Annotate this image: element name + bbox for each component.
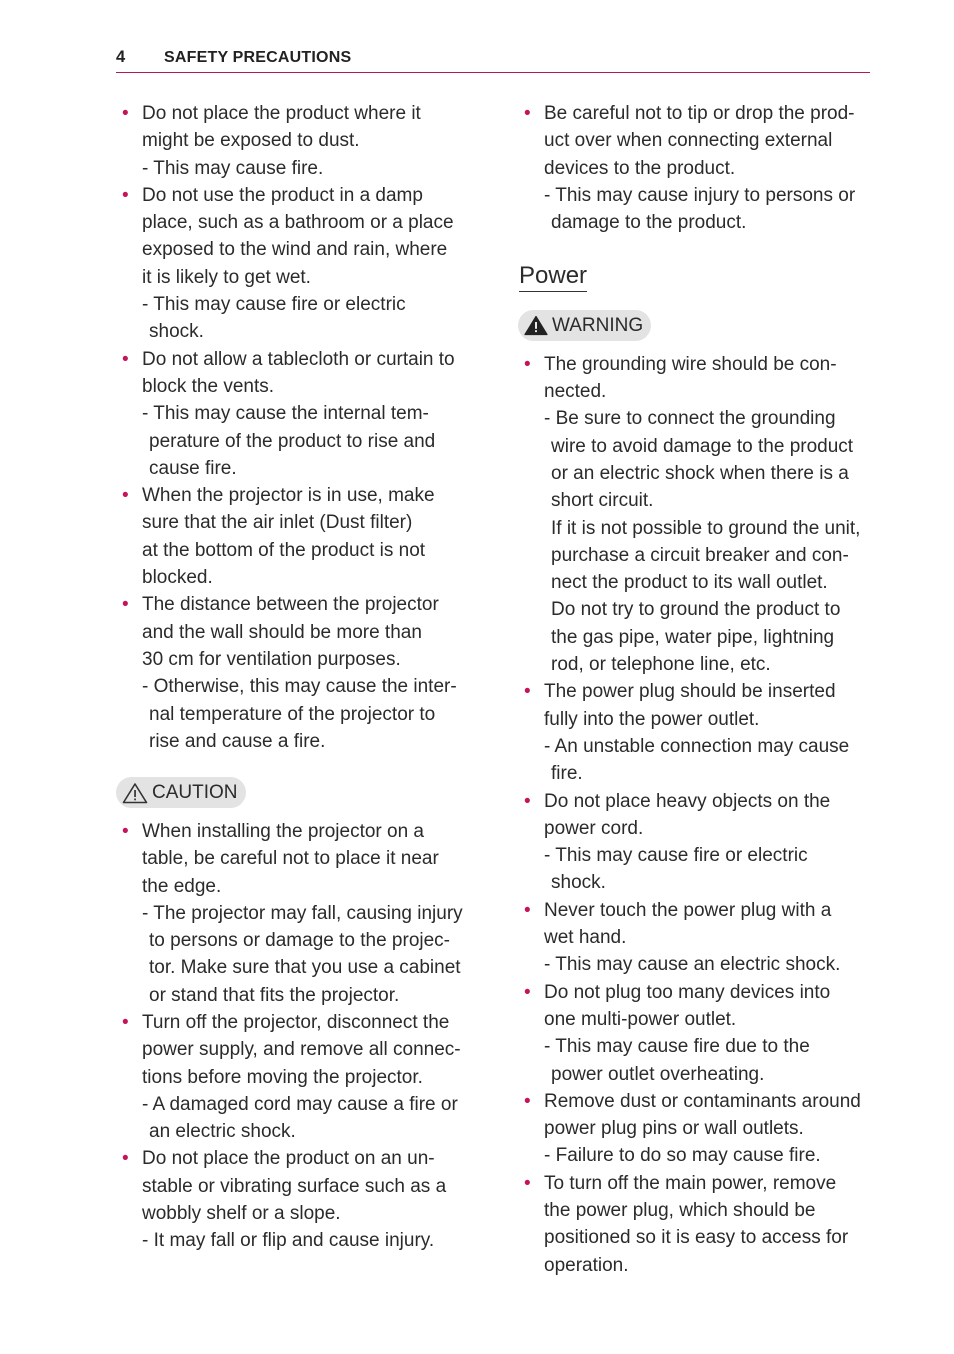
item-text-line: blocked. [142, 567, 213, 589]
note-text-line: - Be sure to connect the grounding [544, 408, 836, 430]
power-heading: Power [519, 261, 587, 292]
item-text-line: • Do not place the product where it [142, 103, 421, 124]
item-text-line: sure that the air inlet (Dust filter) [142, 512, 413, 534]
item-text-line: tions before moving the projector. [142, 1066, 423, 1088]
bullet-item [518, 100, 870, 236]
item-text-line: • The power plug should be inserted [544, 681, 836, 703]
warning-icon [524, 315, 548, 336]
item-text-line: and the wall should be more than [142, 621, 422, 643]
item-text-line: operation. [544, 1254, 629, 1276]
item-note [142, 400, 468, 482]
bullet-item [518, 1088, 870, 1170]
item-text-line: at the bottom of the product is not [142, 539, 426, 561]
note-text-line: If it is not possible to ground the unit, [551, 517, 861, 539]
note-text-line: shock. [149, 321, 204, 343]
item-text-line: stable or vibrating surface such as a [142, 1175, 447, 1197]
item-note [544, 1033, 870, 1088]
note-text-line: - This may cause the internal tem- [142, 403, 429, 425]
item-text-line: might be exposed to dust. [142, 130, 360, 152]
item-text-line: • Do not place the product on an un- [142, 1148, 435, 1170]
item-text-line: • Remove dust or contaminants around [544, 1090, 861, 1112]
bullet-item [518, 788, 870, 897]
note-text-line: - This may cause injury to persons or [544, 184, 856, 206]
item-text-line: positioned so it is easy to access for [544, 1227, 849, 1249]
note-text-line: to persons or damage to the projec- [149, 930, 451, 952]
note-text-line: - The projector may fall, causing injury [142, 902, 463, 924]
item-text-line: • Do not use the product in a damp [142, 184, 423, 206]
note-text-line: short circuit. [551, 490, 654, 512]
item-text-line: the edge. [142, 875, 222, 897]
item-note [142, 291, 468, 346]
item-text-line: • Turn off the projector, disconnect the [142, 1012, 450, 1033]
note-text-line: nect the product to its wall outlet. [551, 572, 828, 594]
note-text-line: or stand that fits the projector. [149, 984, 400, 1006]
note-text-line: - An unstable connection may cause [544, 735, 850, 757]
bullet-item [518, 1170, 870, 1279]
page-header [116, 46, 870, 73]
note-text-line: - This may cause an electric shock. [544, 954, 841, 976]
item-note [142, 1091, 468, 1146]
item-text-line: • The distance between the projector [142, 594, 439, 616]
note-text-line: shock. [551, 872, 606, 894]
caution-badge [116, 777, 246, 808]
bullet-item [116, 182, 468, 346]
note-text-line: the gas pipe, water pipe, lightning [551, 626, 835, 648]
right-column [518, 100, 870, 1279]
power-warning-list [518, 351, 870, 1279]
item-text-line: • To turn off the main power, remove [544, 1172, 837, 1194]
item-text-line: wet hand. [544, 927, 627, 949]
item-text-line: fully into the power outlet. [544, 708, 760, 730]
note-text-line: - A damaged cord may cause a fire or [142, 1093, 458, 1115]
item-text-line: the power plug, which should be [544, 1199, 816, 1221]
note-text-line: tor. Make sure that you use a cabinet [149, 957, 461, 979]
item-note [142, 673, 468, 755]
note-text-line: - This may cause fire due to the [544, 1036, 810, 1058]
item-text-line: one multi-power outlet. [544, 1008, 737, 1030]
warning-label: WARNING [552, 315, 644, 337]
general-precautions-list [116, 100, 468, 755]
note-text-line: an electric shock. [149, 1121, 296, 1143]
item-text-line: power plug pins or wall outlets. [544, 1118, 804, 1140]
note-text-line: damage to the product. [551, 212, 747, 234]
note-text-line: rise and cause a fire. [149, 730, 326, 752]
item-text-line: block the vents. [142, 375, 275, 397]
bullet-item [518, 351, 870, 679]
handling-precautions-list [518, 100, 870, 236]
bullet-item [116, 1145, 468, 1254]
page-number: 4 [116, 48, 126, 66]
caution-icon [122, 782, 148, 804]
item-text-line: it is likely to get wet. [142, 266, 311, 288]
left-column [116, 100, 468, 1255]
bullet-item [518, 897, 870, 979]
note-text-line: - This may cause fire. [142, 157, 324, 179]
bullet-item [116, 482, 468, 591]
note-text-line: fire. [551, 763, 583, 785]
note-text-line: purchase a circuit breaker and con- [551, 544, 849, 566]
item-note [544, 405, 870, 678]
item-text-line: • Be careful not to tip or drop the prod- [544, 103, 855, 124]
note-text-line: - This may cause fire or electric [142, 294, 406, 316]
section-title: SAFETY PRECAUTIONS [164, 49, 352, 66]
item-text-line: • The grounding wire should be con- [544, 353, 837, 375]
item-text-line: 30 cm for ventilation purposes. [142, 648, 401, 670]
note-text-line: wire to avoid damage to the product [551, 435, 854, 457]
item-text-line: • When the projector is in use, make [142, 485, 435, 507]
item-text-line: • Never touch the power plug with a [544, 899, 832, 921]
item-note [544, 1142, 870, 1169]
item-note [544, 182, 870, 237]
bullet-item [116, 100, 468, 182]
bullet-item [518, 979, 870, 1088]
warning-badge [518, 310, 651, 341]
note-text-line: power outlet overheating. [551, 1063, 765, 1085]
item-text-line: power cord. [544, 817, 644, 839]
bullet-item [518, 678, 870, 787]
note-text-line: rod, or telephone line, etc. [551, 654, 771, 676]
item-text-line: wobbly shelf or a slope. [142, 1203, 341, 1225]
item-note [142, 155, 468, 182]
bullet-item [116, 1009, 468, 1145]
caution-label: CAUTION [152, 781, 238, 803]
note-text-line: nal temperature of the projector to [149, 703, 436, 725]
item-text-line: exposed to the wind and rain, where [142, 239, 448, 261]
item-note [142, 900, 468, 1009]
item-note [544, 842, 870, 897]
bullet-item [116, 346, 468, 482]
note-text-line: Do not try to ground the product to [551, 599, 841, 621]
item-text-line: power supply, and remove all connec- [142, 1039, 461, 1061]
note-text-line: cause fire. [149, 457, 237, 479]
item-text-line: devices to the product. [544, 157, 736, 179]
note-text-line: - This may cause fire or electric [544, 845, 808, 867]
note-text-line: perature of the product to rise and [149, 430, 436, 452]
item-text-line: • Do not plug too many devices into [544, 981, 831, 1003]
item-note [544, 733, 870, 788]
item-text-line: uct over when connecting external [544, 130, 833, 152]
bullet-item [116, 818, 468, 1009]
caution-list [116, 818, 468, 1255]
item-text-line: nected. [544, 381, 607, 403]
note-text-line: - It may fall or flip and cause injury. [142, 1230, 435, 1252]
item-note [142, 1227, 468, 1254]
note-text-line: - Otherwise, this may cause the inter- [142, 676, 457, 698]
bullet-item [116, 591, 468, 755]
note-text-line: or an electric shock when there is a [551, 462, 849, 484]
item-text-line: • Do not allow a tablecloth or curtain to [142, 348, 455, 370]
note-text-line: - Failure to do so may cause fire. [544, 1145, 821, 1167]
item-text-line: place, such as a bathroom or a place [142, 212, 454, 234]
item-text-line: • When installing the projector on a [142, 820, 424, 842]
item-note [544, 951, 870, 978]
item-text-line: • Do not place heavy objects on the [544, 790, 831, 812]
item-text-line: table, be careful not to place it near [142, 848, 439, 870]
